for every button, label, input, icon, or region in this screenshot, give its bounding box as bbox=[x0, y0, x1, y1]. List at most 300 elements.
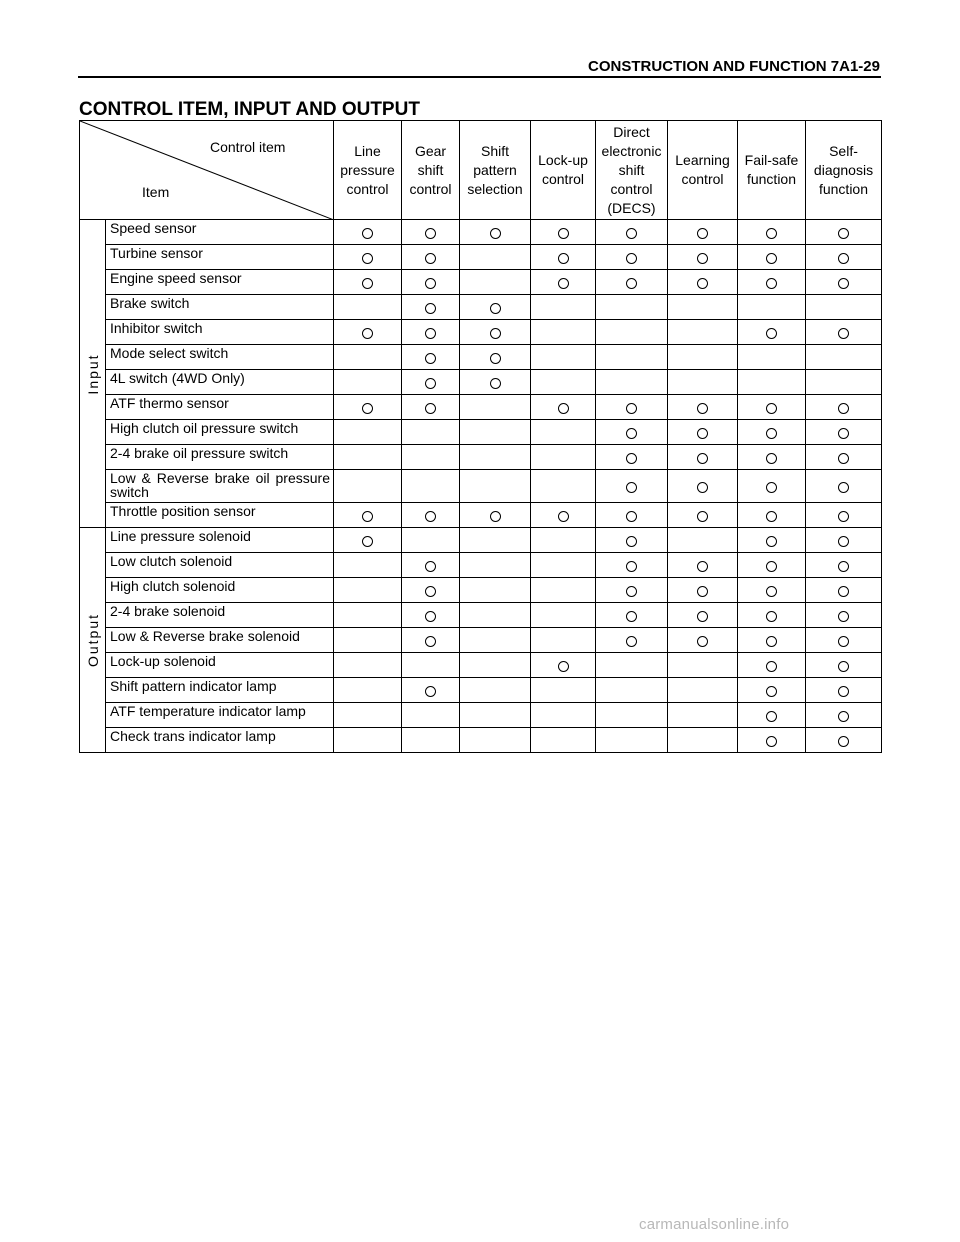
circle-mark-icon bbox=[838, 636, 849, 647]
item-name: Inhibitor switch bbox=[106, 320, 334, 345]
table-row bbox=[80, 503, 882, 528]
circle-mark-icon bbox=[766, 686, 777, 697]
circle-mark-icon bbox=[490, 228, 501, 239]
col-header-text: Gear shift control bbox=[409, 142, 452, 197]
mark-cell-empty bbox=[531, 320, 596, 345]
mark-cell-empty bbox=[460, 470, 531, 503]
mark-cell-empty bbox=[334, 628, 402, 653]
circle-mark-icon bbox=[558, 278, 569, 289]
item-name: Low & Reverse brake oil pressure switch bbox=[106, 470, 334, 503]
circle-mark-icon bbox=[766, 453, 777, 464]
table-row bbox=[80, 703, 882, 728]
circle-mark-icon bbox=[766, 536, 777, 547]
mark-cell-checked bbox=[738, 653, 806, 678]
group-label: Output bbox=[84, 612, 101, 668]
mark-cell-checked bbox=[738, 678, 806, 703]
circle-mark-icon bbox=[558, 661, 569, 672]
mark-cell-empty bbox=[738, 370, 806, 395]
mark-cell-checked bbox=[806, 420, 882, 445]
item-name: Low & Reverse brake solenoid bbox=[106, 628, 334, 653]
circle-mark-icon bbox=[362, 253, 373, 264]
mark-cell-checked bbox=[806, 703, 882, 728]
group-label: Input bbox=[84, 352, 101, 395]
mark-cell-empty bbox=[668, 528, 738, 553]
circle-mark-icon bbox=[490, 378, 501, 389]
mark-cell-checked bbox=[402, 320, 460, 345]
circle-mark-icon bbox=[697, 511, 708, 522]
mark-cell-checked bbox=[596, 270, 668, 295]
mark-cell-checked bbox=[596, 578, 668, 603]
mark-cell-empty bbox=[668, 653, 738, 678]
table-row bbox=[80, 220, 882, 245]
mark-cell-checked bbox=[531, 245, 596, 270]
mark-cell-empty bbox=[334, 470, 402, 503]
mark-cell-checked bbox=[460, 320, 531, 345]
mark-cell-checked bbox=[596, 445, 668, 470]
mark-cell-empty bbox=[596, 703, 668, 728]
mark-cell-empty bbox=[334, 578, 402, 603]
mark-cell-empty bbox=[531, 578, 596, 603]
circle-mark-icon bbox=[425, 403, 436, 414]
mark-cell-checked bbox=[402, 578, 460, 603]
mark-cell-empty bbox=[738, 345, 806, 370]
circle-mark-icon bbox=[626, 482, 637, 493]
circle-mark-icon bbox=[490, 303, 501, 314]
table-row bbox=[80, 578, 882, 603]
circle-mark-icon bbox=[838, 403, 849, 414]
item-name: Mode select switch bbox=[106, 345, 334, 370]
mark-cell-checked bbox=[806, 503, 882, 528]
mark-cell-checked bbox=[334, 220, 402, 245]
item-name: 2-4 brake oil pressure switch bbox=[106, 445, 334, 470]
col-header bbox=[460, 121, 531, 220]
circle-mark-icon bbox=[766, 428, 777, 439]
mark-cell-checked bbox=[668, 420, 738, 445]
mark-cell-empty bbox=[668, 728, 738, 753]
item-name: 4L switch (4WD Only) bbox=[106, 370, 334, 395]
table-row bbox=[80, 395, 882, 420]
circle-mark-icon bbox=[697, 428, 708, 439]
mark-cell-empty bbox=[334, 728, 402, 753]
circle-mark-icon bbox=[766, 586, 777, 597]
mark-cell-checked bbox=[806, 553, 882, 578]
table-row bbox=[80, 270, 882, 295]
mark-cell-checked bbox=[402, 295, 460, 320]
mark-cell-empty bbox=[334, 553, 402, 578]
circle-mark-icon bbox=[766, 711, 777, 722]
col-header bbox=[596, 121, 668, 220]
mark-cell-empty bbox=[596, 728, 668, 753]
circle-mark-icon bbox=[697, 278, 708, 289]
mark-cell-empty bbox=[460, 445, 531, 470]
mark-cell-checked bbox=[738, 445, 806, 470]
circle-mark-icon bbox=[626, 636, 637, 647]
col-header-text: Shift pattern selection bbox=[467, 142, 523, 197]
mark-cell-checked bbox=[334, 528, 402, 553]
circle-mark-icon bbox=[766, 611, 777, 622]
mark-cell-empty bbox=[596, 370, 668, 395]
circle-mark-icon bbox=[626, 511, 637, 522]
mark-cell-checked bbox=[806, 270, 882, 295]
circle-mark-icon bbox=[766, 253, 777, 264]
circle-mark-icon bbox=[626, 403, 637, 414]
circle-mark-icon bbox=[697, 636, 708, 647]
mark-cell-checked bbox=[668, 270, 738, 295]
mark-cell-checked bbox=[738, 728, 806, 753]
item-name: High clutch oil pressure switch bbox=[106, 420, 334, 445]
corner-cell bbox=[80, 121, 334, 220]
circle-mark-icon bbox=[425, 328, 436, 339]
mark-cell-empty bbox=[668, 345, 738, 370]
mark-cell-empty bbox=[402, 728, 460, 753]
item-name: Lock-up solenoid bbox=[106, 653, 334, 678]
mark-cell-empty bbox=[460, 528, 531, 553]
mark-cell-checked bbox=[402, 553, 460, 578]
circle-mark-icon bbox=[697, 253, 708, 264]
mark-cell-empty bbox=[460, 245, 531, 270]
col-header bbox=[806, 121, 882, 220]
mark-cell-checked bbox=[402, 395, 460, 420]
mark-cell-empty bbox=[334, 445, 402, 470]
mark-cell-checked bbox=[402, 345, 460, 370]
mark-cell-checked bbox=[531, 395, 596, 420]
col-header bbox=[668, 121, 738, 220]
item-name: Shift pattern indicator lamp bbox=[106, 678, 334, 703]
table-row bbox=[80, 470, 882, 503]
mark-cell-checked bbox=[738, 553, 806, 578]
mark-cell-checked bbox=[596, 395, 668, 420]
mark-cell-empty bbox=[460, 603, 531, 628]
mark-cell-empty bbox=[402, 470, 460, 503]
mark-cell-checked bbox=[596, 470, 668, 503]
mark-cell-empty bbox=[402, 528, 460, 553]
mark-cell-checked bbox=[738, 503, 806, 528]
circle-mark-icon bbox=[766, 661, 777, 672]
circle-mark-icon bbox=[626, 278, 637, 289]
mark-cell-empty bbox=[806, 345, 882, 370]
circle-mark-icon bbox=[626, 228, 637, 239]
mark-cell-checked bbox=[738, 220, 806, 245]
mark-cell-checked bbox=[596, 245, 668, 270]
circle-mark-icon bbox=[766, 636, 777, 647]
circle-mark-icon bbox=[838, 661, 849, 672]
mark-cell-empty bbox=[402, 445, 460, 470]
circle-mark-icon bbox=[838, 561, 849, 572]
circle-mark-icon bbox=[838, 428, 849, 439]
circle-mark-icon bbox=[490, 353, 501, 364]
item-name: Check trans indicator lamp bbox=[106, 728, 334, 753]
mark-cell-empty bbox=[596, 345, 668, 370]
circle-mark-icon bbox=[490, 511, 501, 522]
circle-mark-icon bbox=[626, 561, 637, 572]
mark-cell-checked bbox=[460, 295, 531, 320]
circle-mark-icon bbox=[626, 536, 637, 547]
mark-cell-empty bbox=[531, 728, 596, 753]
circle-mark-icon bbox=[838, 611, 849, 622]
item-name: ATF temperature indicator lamp bbox=[106, 703, 334, 728]
col-header-text: Self- diagnosis function bbox=[813, 142, 874, 197]
mark-cell-checked bbox=[668, 603, 738, 628]
mark-cell-checked bbox=[531, 503, 596, 528]
circle-mark-icon bbox=[425, 303, 436, 314]
mark-cell-empty bbox=[460, 420, 531, 445]
circle-mark-icon bbox=[626, 428, 637, 439]
circle-mark-icon bbox=[490, 328, 501, 339]
mark-cell-checked bbox=[596, 503, 668, 528]
mark-cell-empty bbox=[531, 370, 596, 395]
table-row bbox=[80, 553, 882, 578]
mark-cell-empty bbox=[531, 678, 596, 703]
mark-cell-checked bbox=[738, 420, 806, 445]
mark-cell-checked bbox=[738, 395, 806, 420]
mark-cell-empty bbox=[334, 370, 402, 395]
col-header-text: Learning control bbox=[675, 152, 730, 187]
mark-cell-checked bbox=[806, 320, 882, 345]
mark-cell-empty bbox=[668, 370, 738, 395]
circle-mark-icon bbox=[697, 228, 708, 239]
item-name: Turbine sensor bbox=[106, 245, 334, 270]
col-header-text: Fail-safe function bbox=[744, 152, 799, 187]
circle-mark-icon bbox=[838, 736, 849, 747]
group-label-cell bbox=[80, 528, 106, 753]
circle-mark-icon bbox=[838, 586, 849, 597]
circle-mark-icon bbox=[838, 328, 849, 339]
circle-mark-icon bbox=[425, 253, 436, 264]
table-row bbox=[80, 445, 882, 470]
mark-cell-empty bbox=[334, 295, 402, 320]
mark-cell-empty bbox=[402, 703, 460, 728]
circle-mark-icon bbox=[362, 511, 373, 522]
mark-cell-checked bbox=[402, 370, 460, 395]
mark-cell-empty bbox=[460, 553, 531, 578]
table-row bbox=[80, 320, 882, 345]
mark-cell-checked bbox=[460, 370, 531, 395]
circle-mark-icon bbox=[697, 482, 708, 493]
mark-cell-checked bbox=[738, 470, 806, 503]
header-rule bbox=[78, 76, 881, 78]
mark-cell-empty bbox=[460, 703, 531, 728]
mark-cell-checked bbox=[460, 503, 531, 528]
circle-mark-icon bbox=[766, 482, 777, 493]
mark-cell-checked bbox=[806, 678, 882, 703]
table-row bbox=[80, 678, 882, 703]
item-name: ATF thermo sensor bbox=[106, 395, 334, 420]
table-row bbox=[80, 603, 882, 628]
mark-cell-checked bbox=[402, 628, 460, 653]
mark-cell-empty bbox=[531, 295, 596, 320]
mark-cell-checked bbox=[806, 578, 882, 603]
circle-mark-icon bbox=[558, 253, 569, 264]
circle-mark-icon bbox=[425, 686, 436, 697]
mark-cell-empty bbox=[334, 703, 402, 728]
mark-cell-checked bbox=[402, 220, 460, 245]
mark-cell-empty bbox=[531, 603, 596, 628]
mark-cell-empty bbox=[460, 653, 531, 678]
circle-mark-icon bbox=[425, 561, 436, 572]
mark-cell-empty bbox=[596, 678, 668, 703]
control-item-label: Control item bbox=[210, 139, 286, 155]
page-header: CONSTRUCTION AND FUNCTION 7A1-29 bbox=[588, 58, 880, 75]
mark-cell-empty bbox=[460, 395, 531, 420]
circle-mark-icon bbox=[838, 511, 849, 522]
mark-cell-checked bbox=[531, 220, 596, 245]
col-header bbox=[738, 121, 806, 220]
mark-cell-checked bbox=[334, 395, 402, 420]
col-header-text: Direct electronic shift control (DECS) bbox=[601, 123, 662, 216]
circle-mark-icon bbox=[766, 403, 777, 414]
mark-cell-checked bbox=[402, 503, 460, 528]
corner-diagonal bbox=[80, 121, 334, 220]
mark-cell-checked bbox=[806, 528, 882, 553]
mark-cell-checked bbox=[402, 603, 460, 628]
circle-mark-icon bbox=[766, 736, 777, 747]
mark-cell-empty bbox=[531, 445, 596, 470]
mark-cell-checked bbox=[402, 245, 460, 270]
mark-cell-checked bbox=[668, 578, 738, 603]
mark-cell-checked bbox=[806, 245, 882, 270]
circle-mark-icon bbox=[626, 253, 637, 264]
mark-cell-checked bbox=[460, 345, 531, 370]
table-row bbox=[80, 628, 882, 653]
item-name: High clutch solenoid bbox=[106, 578, 334, 603]
mark-cell-empty bbox=[668, 678, 738, 703]
mark-cell-checked bbox=[738, 245, 806, 270]
circle-mark-icon bbox=[766, 561, 777, 572]
mark-cell-empty bbox=[334, 603, 402, 628]
mark-cell-empty bbox=[460, 578, 531, 603]
mark-cell-empty bbox=[596, 653, 668, 678]
mark-cell-checked bbox=[334, 503, 402, 528]
mark-cell-checked bbox=[596, 553, 668, 578]
mark-cell-checked bbox=[738, 270, 806, 295]
mark-cell-checked bbox=[668, 395, 738, 420]
mark-cell-empty bbox=[334, 653, 402, 678]
circle-mark-icon bbox=[626, 611, 637, 622]
circle-mark-icon bbox=[425, 228, 436, 239]
circle-mark-icon bbox=[425, 586, 436, 597]
circle-mark-icon bbox=[626, 453, 637, 464]
mark-cell-checked bbox=[738, 320, 806, 345]
circle-mark-icon bbox=[362, 228, 373, 239]
circle-mark-icon bbox=[766, 511, 777, 522]
circle-mark-icon bbox=[558, 228, 569, 239]
mark-cell-checked bbox=[668, 220, 738, 245]
circle-mark-icon bbox=[838, 453, 849, 464]
mark-cell-empty bbox=[460, 678, 531, 703]
circle-mark-icon bbox=[362, 328, 373, 339]
mark-cell-checked bbox=[806, 220, 882, 245]
circle-mark-icon bbox=[362, 278, 373, 289]
mark-cell-checked bbox=[402, 270, 460, 295]
control-table bbox=[79, 120, 882, 753]
table-row bbox=[80, 728, 882, 753]
mark-cell-checked bbox=[738, 578, 806, 603]
mark-cell-empty bbox=[531, 628, 596, 653]
mark-cell-checked bbox=[334, 320, 402, 345]
mark-cell-empty bbox=[402, 653, 460, 678]
circle-mark-icon bbox=[838, 253, 849, 264]
circle-mark-icon bbox=[838, 482, 849, 493]
item-name: Speed sensor bbox=[106, 220, 334, 245]
col-header bbox=[334, 121, 402, 220]
circle-mark-icon bbox=[766, 328, 777, 339]
mark-cell-empty bbox=[806, 295, 882, 320]
item-label: Item bbox=[142, 184, 170, 200]
table-row bbox=[80, 653, 882, 678]
mark-cell-empty bbox=[531, 703, 596, 728]
circle-mark-icon bbox=[697, 586, 708, 597]
mark-cell-checked bbox=[806, 470, 882, 503]
circle-mark-icon bbox=[425, 353, 436, 364]
mark-cell-checked bbox=[668, 503, 738, 528]
circle-mark-icon bbox=[766, 278, 777, 289]
mark-cell-checked bbox=[531, 270, 596, 295]
mark-cell-empty bbox=[668, 295, 738, 320]
circle-mark-icon bbox=[838, 228, 849, 239]
mark-cell-empty bbox=[531, 345, 596, 370]
table-row bbox=[80, 345, 882, 370]
table-row bbox=[80, 420, 882, 445]
mark-cell-checked bbox=[806, 628, 882, 653]
circle-mark-icon bbox=[425, 278, 436, 289]
col-header bbox=[402, 121, 460, 220]
circle-mark-icon bbox=[838, 536, 849, 547]
mark-cell-checked bbox=[806, 728, 882, 753]
table-row bbox=[80, 295, 882, 320]
circle-mark-icon bbox=[838, 278, 849, 289]
mark-cell-empty bbox=[806, 370, 882, 395]
circle-mark-icon bbox=[697, 561, 708, 572]
mark-cell-empty bbox=[460, 728, 531, 753]
mark-cell-empty bbox=[334, 345, 402, 370]
mark-cell-checked bbox=[738, 703, 806, 728]
col-header bbox=[531, 121, 596, 220]
mark-cell-empty bbox=[596, 320, 668, 345]
mark-cell-empty bbox=[668, 703, 738, 728]
circle-mark-icon bbox=[626, 586, 637, 597]
mark-cell-checked bbox=[531, 653, 596, 678]
mark-cell-checked bbox=[806, 653, 882, 678]
watermark: carmanualsonline.info bbox=[639, 1216, 790, 1233]
mark-cell-checked bbox=[668, 470, 738, 503]
mark-cell-empty bbox=[334, 420, 402, 445]
col-header-text: Lock-up control bbox=[538, 152, 588, 187]
circle-mark-icon bbox=[697, 453, 708, 464]
circle-mark-icon bbox=[425, 611, 436, 622]
circle-mark-icon bbox=[697, 403, 708, 414]
mark-cell-empty bbox=[668, 320, 738, 345]
circle-mark-icon bbox=[362, 536, 373, 547]
mark-cell-checked bbox=[668, 553, 738, 578]
mark-cell-checked bbox=[334, 270, 402, 295]
table-row bbox=[80, 370, 882, 395]
circle-mark-icon bbox=[697, 611, 708, 622]
section-title: CONTROL ITEM, INPUT AND OUTPUT bbox=[79, 99, 420, 120]
mark-cell-empty bbox=[531, 420, 596, 445]
table-row bbox=[80, 528, 882, 553]
mark-cell-empty bbox=[402, 420, 460, 445]
mark-cell-checked bbox=[738, 628, 806, 653]
circle-mark-icon bbox=[425, 511, 436, 522]
mark-cell-empty bbox=[596, 295, 668, 320]
mark-cell-empty bbox=[460, 628, 531, 653]
item-name: Line pressure solenoid bbox=[106, 528, 334, 553]
mark-cell-checked bbox=[596, 528, 668, 553]
mark-cell-checked bbox=[806, 445, 882, 470]
circle-mark-icon bbox=[838, 711, 849, 722]
group-label-cell bbox=[80, 220, 106, 528]
item-name: Throttle position sensor bbox=[106, 503, 334, 528]
